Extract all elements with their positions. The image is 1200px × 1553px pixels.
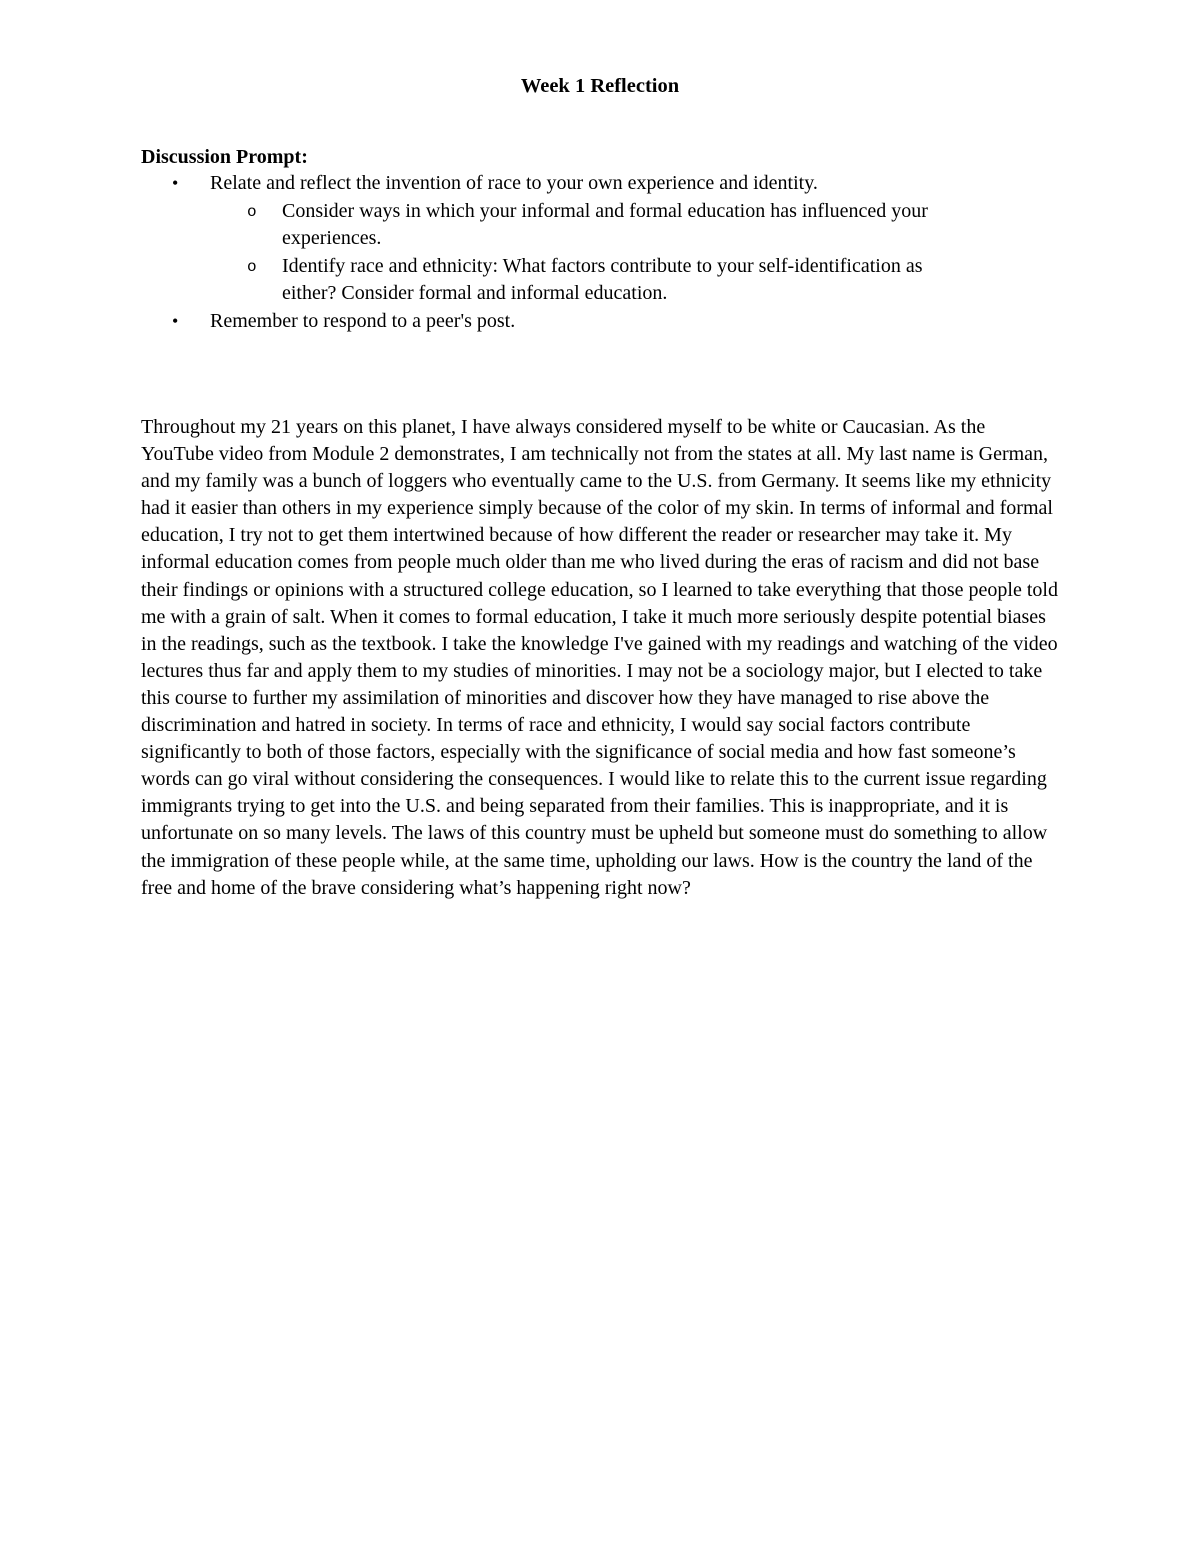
bullet-icon: • (172, 310, 179, 331)
prompt-bullet (0, 308, 1200, 336)
prompt-sub-list (210, 198, 1070, 308)
sub-bullet-icon: o (247, 202, 257, 221)
prompt-bullet-text: Relate and reflect the invention of race to your own experience and identity. (210, 172, 818, 194)
prompt-list (0, 170, 1200, 335)
prompt-sub-bullet-text: Identify race and ethnicity: What factors contribute to your self-identification as either? Consider formal and informal education. (282, 254, 923, 304)
bullet-icon: • (172, 173, 179, 193)
prompt-sub-bullet (0, 253, 1070, 308)
page-title: Week 1 Reflection (520, 75, 680, 97)
prompt-sub-bullet (0, 198, 1070, 253)
reflection-body: Throughout my 21 years on this planet, I have always considered myself to be white or Caucasian. As the YouTube video from Module 2 demonstrates, I am technically not from the states at all. My last name is German, and my family was a bunch of loggers who eventually came to the U.S. from Germany. It seems like my ethnicity had it easier than others in my experience simply because of the color of my skin. In terms of informal and formal education, I try not to get them intertwined because of how different the reader or researcher may take it. My informal education comes from people much older than me who lived during the eras of racism and did not base their findings or opinions with a structured college education, so I learned to take everything that those people told me with a grain of salt. When it comes to formal education, I take it much more seriously despite potential biases in the readings, such as the textbook. I take the knowledge I've gained with my readings and watching of the video lectures thus far and apply them to my studies of minorities. I may not be a sociology major, but I elected to take this course to further my assimilation of minorities and discover how they have managed to rise above the discrimination and hatred in society. In terms of race and ethnicity, I would say social factors contribute significantly to both of those factors, especially with the significance of social media and how fast someone’s words can go viral without considering the consequences. I would like to relate this to the current issue regarding immigrants trying to get into the U.S. and being separated from their families. This is inappropriate, and it is unfortunate on so many levels. The laws of this country must be upheld but someone must do something to allow the immigration of these people while, at the same time, upholding our laws. How is the country the land of the free and home of the brave considering what’s happening right now? (141, 416, 1058, 899)
prompt-bullet-text: Remember to respond to a peer's post. (210, 309, 516, 332)
prompt-sub-bullet-text: Consider ways in which your informal and formal education has influenced your experiences. (282, 199, 928, 249)
prompt-heading: Discussion Prompt: (141, 146, 308, 168)
sub-bullet-icon: o (247, 257, 257, 276)
prompt-bullet (0, 170, 1200, 308)
